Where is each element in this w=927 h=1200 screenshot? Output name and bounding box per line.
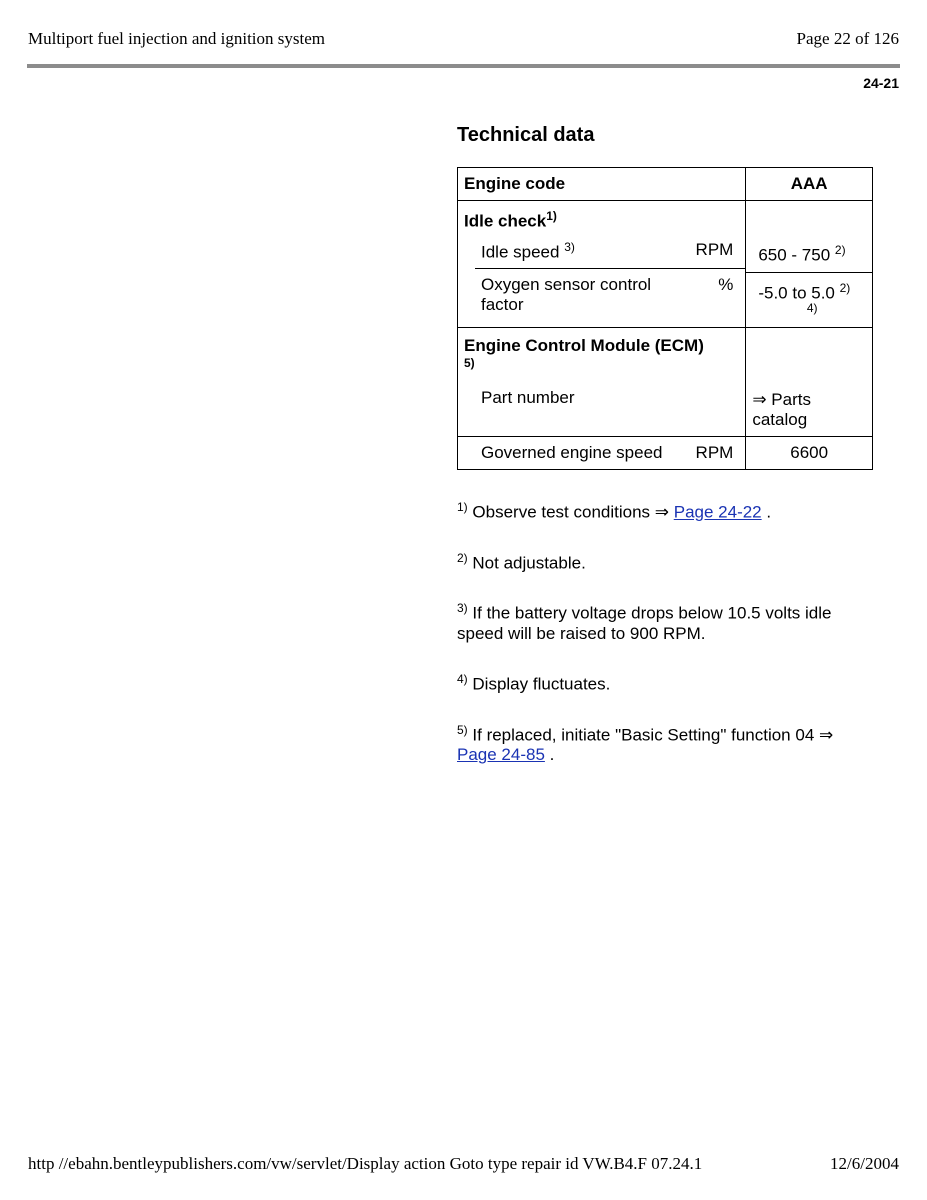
part-number-label: Part number bbox=[481, 388, 575, 408]
header-title: Multiport fuel injection and ignition system bbox=[28, 29, 325, 48]
oxygen-sensor-label: Oxygen sensor control factor bbox=[481, 275, 652, 315]
engine-code-value: AAA bbox=[790, 174, 828, 193]
footnote-ref: 2) bbox=[839, 280, 851, 295]
page-link[interactable]: Page 24-22 bbox=[673, 502, 762, 522]
footer bbox=[28, 1154, 899, 1174]
footer-date: 12/6/2004 bbox=[830, 1154, 899, 1173]
part-number-row bbox=[458, 370, 745, 436]
oxygen-sensor-row bbox=[458, 269, 745, 327]
table-header-row bbox=[458, 168, 873, 201]
oxygen-sensor-unit: % bbox=[718, 275, 734, 295]
oxygen-sensor-value: -5.0 to 5.0 $^{2)}$ 4) bbox=[746, 273, 872, 320]
idle-check-row bbox=[458, 201, 873, 328]
page-link[interactable]: Page 24-85 bbox=[457, 745, 545, 765]
footnote-ref: 4) bbox=[806, 301, 818, 316]
parts-catalog-reference: ⇒ Parts catalog bbox=[752, 390, 811, 430]
page-title: Technical data bbox=[457, 124, 595, 146]
footnote-ref: 3) bbox=[564, 239, 575, 254]
page-indicator: Page 22 of 126 bbox=[796, 29, 899, 48]
header-divider bbox=[27, 64, 900, 68]
ecm-row bbox=[458, 328, 873, 437]
footnote: $^{4)}$ Display fluctuates. bbox=[457, 671, 611, 694]
footnote: $^{3)}$ If the battery voltage drops below 10.5 volts idle speed will be raised to 900 RPM. bbox=[457, 601, 832, 643]
technical-data-table bbox=[457, 167, 873, 470]
footnotes bbox=[457, 497, 877, 790]
idle-speed-label: Idle speed bbox=[481, 242, 560, 262]
footer-url: http //ebahn.bentleypublishers.com/vw/servlet/Display action Goto type repair id VW.B4.F 07.24.1 bbox=[28, 1154, 703, 1173]
footnote: $^{5)}$ If replaced, initiate "Basic Setting" function 04 ⇒ Page 24-85 . bbox=[457, 722, 834, 765]
footnote-ref: 1) bbox=[546, 209, 557, 223]
ecm-title: Engine Control Module (ECM) bbox=[464, 336, 704, 356]
governed-speed-unit: RPM bbox=[695, 443, 734, 463]
idle-check-title: Idle check$^{1)}$ bbox=[464, 209, 557, 231]
governed-speed-label: Governed engine speed bbox=[481, 443, 663, 463]
footnote-ref: 5) bbox=[464, 356, 475, 371]
governed-speed-row bbox=[458, 437, 873, 470]
idle-speed-value: 650 - 750 $^{2)}$ bbox=[758, 243, 846, 265]
footnote: $^{1)}$ Observe test conditions ⇒ Page 24-22 . bbox=[457, 500, 772, 522]
engine-code-label: Engine code bbox=[464, 174, 566, 193]
footnote-ref: 2) bbox=[834, 243, 846, 257]
section-number: 24-21 bbox=[863, 75, 899, 91]
idle-speed-unit: RPM bbox=[695, 239, 734, 259]
idle-speed-row bbox=[458, 234, 745, 269]
governed-speed-value: 6600 bbox=[790, 443, 829, 463]
footnote: $^{2)}$ Not adjustable. bbox=[457, 550, 586, 573]
